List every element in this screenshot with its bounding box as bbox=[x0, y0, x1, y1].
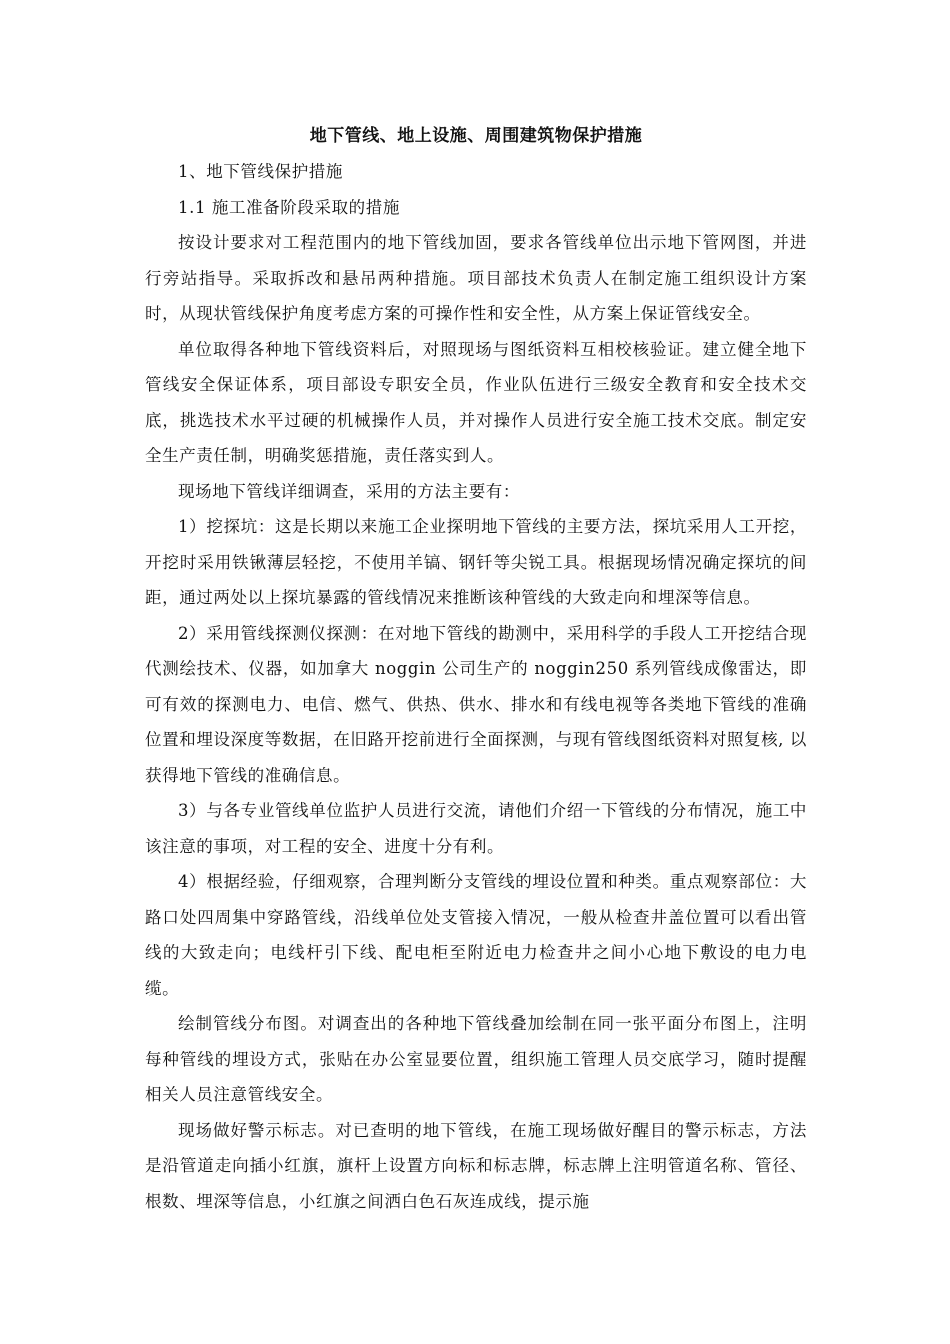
paragraph: 2）采用管线探测仪探测：在对地下管线的勘测中，采用科学的手段人工开挖结合现代测绘技术、仪器，如加拿大 noggin 公司生产的 noggin250 系列管线成像雷达，即可有效的探测电力、电信、燃气、供热、供水、排水和有线电视等各类地下管线的准确位置和埋设深度等数据，在旧路开挖前进行全面探测，与现有管线图纸资料对照复核, 以获得地下管线的准确信息。 bbox=[145, 623, 807, 785]
paragraph: 4）根据经验，仔细观察，合理判断分支管线的埋设位置和种类。重点观察部位：大路口处四周集中穿路管线，沿线单位处支管接入情况，一般从检查井盖位置可以看出管线的大致走向；电线杆引下线、配电柜至附近电力检查井之间小心地下敷设的电力电缆。 bbox=[145, 872, 807, 998]
paragraph: 单位取得各种地下管线资料后，对照现场与图纸资料互相校核验证。建立健全地下管线安全保证体系，项目部设专职安全员，作业队伍进行三级安全教育和安全技术交底，挑选技术水平过硬的机械操作人员，并对操作人员进行安全施工技术交底。制定安全生产责任制，明确奖惩措施，责任落实到人。 bbox=[145, 339, 807, 465]
paragraph: 现场地下管线详细调查，采用的方法主要有： bbox=[178, 481, 520, 501]
paragraph: 按设计要求对工程范围内的地下管线加固，要求各管线单位出示地下管网图，并进行旁站指导。采取拆改和悬吊两种措施。项目部技术负责人在制定施工组织设计方案时，从现状管线保护角度考虑方案的可操作性和安全性，从方案上保证管线安全。 bbox=[145, 233, 807, 323]
paragraph: 现场做好警示标志。对已查明的地下管线，在施工现场做好醒目的警示标志，方法是沿管道走向插小红旗，旗杆上设置方向标和标志牌，标志牌上注明管道名称、管径、根数、埋深等信息，小红旗之间洒白色石灰连成线，提示施 bbox=[145, 1120, 807, 1211]
document-page bbox=[145, 118, 807, 1219]
paragraph: 3）与各专业管线单位监护人员进行交流，请他们介绍一下管线的分布情况，施工中该注意的事项，对工程的安全、进度十分有利。 bbox=[145, 801, 807, 856]
section-heading-1-1: 1.1 施工准备阶段采取的措施 bbox=[178, 197, 400, 217]
section-heading-1: 1、地下管线保护措施 bbox=[178, 162, 343, 181]
paragraph: 1）挖探坑：这是长期以来施工企业探明地下管线的主要方法，探坑采用人工开挖，开挖时采用铁锹薄层轻挖，不使用羊镐、钢钎等尖锐工具。根据现场情况确定探坑的间距，通过两处以上探坑暴露的管线情况来推断该种管线的大致走向和埋深等信息。 bbox=[145, 517, 807, 607]
document-title: 地下管线、地上设施、周围建筑物保护措施 bbox=[309, 126, 643, 146]
paragraph: 绘制管线分布图。对调查出的各种地下管线叠加绘制在同一张平面分布图上，注明每种管线的埋设方式，张贴在办公室显要位置，组织施工管理人员交底学习，随时提醒相关人员注意管线安全。 bbox=[145, 1014, 807, 1104]
